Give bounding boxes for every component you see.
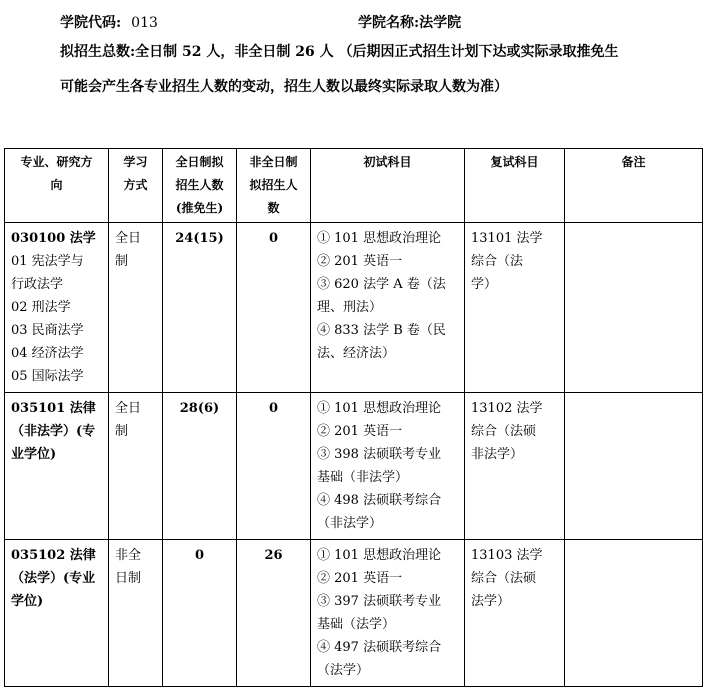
header-mode: 学习 方式 — [109, 149, 163, 223]
table-row — [5, 393, 703, 540]
mode-cell: 全日 制 — [109, 393, 163, 540]
parttime-cell: 0 — [237, 223, 311, 393]
college-code — [60, 16, 158, 30]
prelim-cell: ① 101 思想政治理论 ② 201 英语一 ③ 397 法硕联考专业 基础（法学） ④ 497 法硕联考综合 （法学） — [311, 540, 465, 687]
major-cell: 035102 法律 （法学）(专业 学位) — [5, 540, 109, 687]
enrollment-total: 拟招生总数:全日制 52 人，非全日制 26 人 （后期因正式招生计划下达或实际录取推免生 — [60, 44, 619, 60]
retest-cell: 13103 法学 综合（法硕 法学） — [465, 540, 565, 687]
major-cell: 030100 法学 01 宪法学与 行政法学 02 刑法学 03 民商法学 04 经济法学 05 国际法学 — [5, 223, 109, 393]
parttime-cell: 26 — [237, 540, 311, 687]
prelim-cell: ① 101 思想政治理论 ② 201 英语一 ③ 398 法硕联考专业 基础（非法学） ④ 498 法硕联考综合 （非法学） — [311, 393, 465, 540]
header-major: 专业、研究方 向 — [5, 149, 109, 223]
mode-cell: 非全 日制 — [109, 540, 163, 687]
enrollment-table — [4, 148, 703, 687]
fulltime-cell: 28(6) — [163, 393, 237, 540]
notes-cell — [565, 223, 703, 393]
college-name-value: 法学院 — [419, 15, 462, 31]
parttime-cell: 0 — [237, 393, 311, 540]
header-fulltime: 全日制拟 招生人数 (推免生) — [163, 149, 237, 223]
header-prelim: 初试科目 — [311, 149, 465, 223]
enrollment-note: 可能会产生各专业招生人数的变动，招生人数以最终实际录取人数为准） — [60, 79, 508, 95]
table-row — [5, 540, 703, 687]
major-cell: 035101 法律 （非法学）(专 业学位) — [5, 393, 109, 540]
fulltime-cell: 0 — [163, 540, 237, 687]
header-notes: 备注 — [565, 149, 703, 223]
notes-cell — [565, 393, 703, 540]
mode-cell: 全日 制 — [109, 223, 163, 393]
table-header-row — [5, 149, 703, 223]
retest-cell: 13102 法学 综合（法硕 非法学） — [465, 393, 565, 540]
retest-cell: 13101 法学 综合（法 学） — [465, 223, 565, 393]
college-code-value: 013 — [131, 15, 158, 31]
table-row — [5, 223, 703, 393]
prelim-cell: ① 101 思想政治理论 ② 201 英语一 ③ 620 法学 A 卷（法 理、刑法） ④ 833 法学 B 卷（民 法、经济法） — [311, 223, 465, 393]
college-name-label: 学院名称: — [358, 15, 420, 31]
header-parttime: 非全日制 拟招生人 数 — [237, 149, 311, 223]
fulltime-cell: 24(15) — [163, 223, 237, 393]
notes-cell — [565, 540, 703, 687]
header-retest: 复试科目 — [465, 149, 565, 223]
college-code-label: 学院代码: — [60, 15, 122, 31]
college-name — [358, 16, 461, 30]
